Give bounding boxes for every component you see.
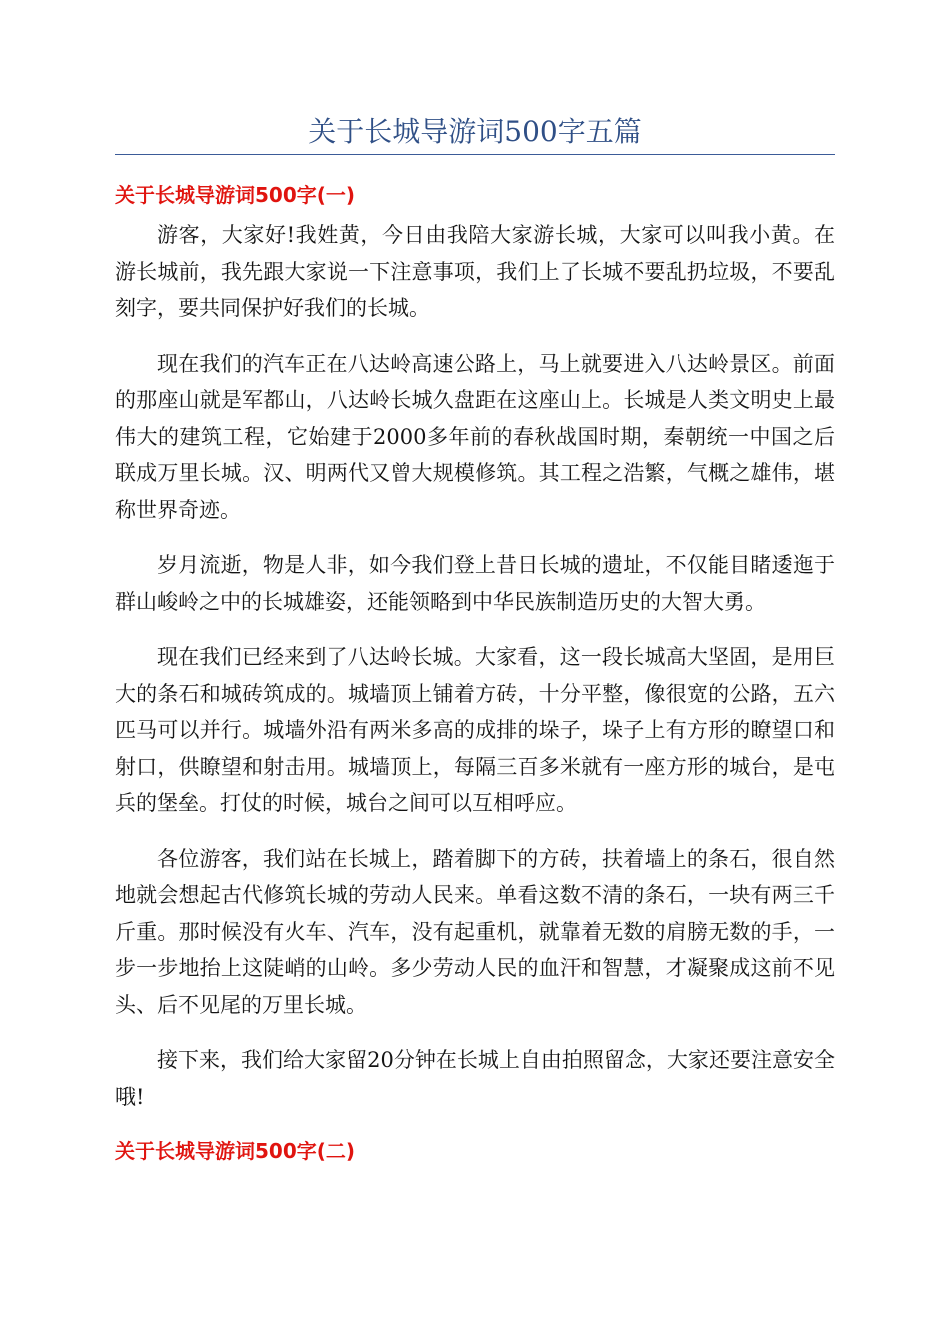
paragraph-5: 各位游客，我们站在长城上，踏着脚下的方砖，扶着墙上的条石，很自然地就会想起古代修筑长城的劳动人民来。单看这数不清的条石，一块有两三千斤重。那时候没有火车、汽车，没有起重机，就靠着无数的肩膀无数的手，一步一步地抬上这陡峭的山岭。多少劳动人民的血汗和智慧，才凝聚成这前不见头、后不见尾的万里长城。 bbox=[115, 846, 835, 1017]
paragraph-6: 接下来，我们给大家留20分钟在长城上自由拍照留念，大家还要注意安全哦! bbox=[115, 1048, 835, 1109]
title-divider bbox=[115, 154, 835, 155]
document-page bbox=[115, 110, 835, 1169]
section-heading-1: 关于长城导游词500字(一) bbox=[115, 183, 356, 207]
paragraph-3: 岁月流逝，物是人非，如今我们登上昔日长城的遗址，不仅能目睹逶迤于群山峻岭之中的长城雄姿，还能领略到中华民族制造历史的大智大勇。 bbox=[115, 553, 835, 614]
paragraph-1: 游客，大家好!我姓黄，今日由我陪大家游长城，大家可以叫我小黄。在游长城前，我先跟大家说一下注意事项，我们上了长城不要乱扔垃圾，不要乱刻字，要共同保护好我们的长城。 bbox=[115, 223, 835, 320]
section-heading-2: 关于长城导游词500字(二) bbox=[115, 1139, 356, 1163]
paragraph-4: 现在我们已经来到了八达岭长城。大家看，这一段长城高大坚固，是用巨大的条石和城砖筑成的。城墙顶上铺着方砖，十分平整，像很宽的公路，五六匹马可以并行。城墙外沿有两米多高的成排的垛子，垛子上有方形的瞭望口和射口，供瞭望和射击用。城墙顶上，每隔三百多米就有一座方形的城台，是屯兵的堡垒。打仗的时候，城台之间可以互相呼应。 bbox=[115, 645, 835, 815]
document-title: 关于长城导游词500字五篇 bbox=[308, 115, 642, 148]
paragraph-2: 现在我们的汽车正在八达岭高速公路上，马上就要进入八达岭景区。前面的那座山就是军都山，八达岭长城久盘距在这座山上。长城是人类文明史上最伟大的建筑工程，它始建于2000多年前的春秋战国时期，秦朝统一中国之后联成万里长城。汉、明两代又曾大规模修筑。其工程之浩繁，气概之雄伟，堪称世界奇迹。 bbox=[115, 351, 835, 522]
